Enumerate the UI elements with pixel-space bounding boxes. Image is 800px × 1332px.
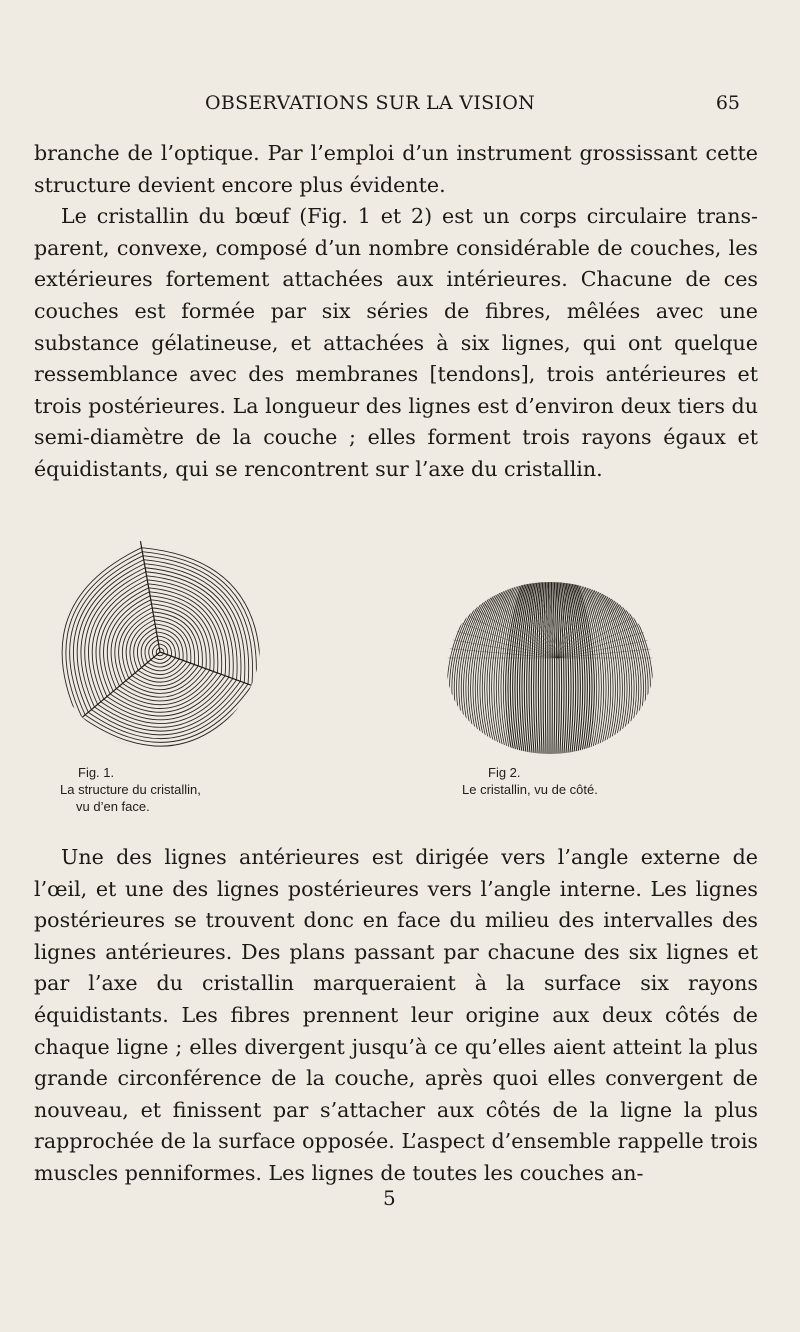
figure-2-lens-side-view (440, 576, 660, 756)
figure-1-caption-line: La structure du cristallin, (60, 782, 201, 797)
lens-front-drawing (46, 534, 266, 754)
figure-2-number: Fig 2. (488, 765, 521, 780)
figure-1-caption-line: vu d’en face. (76, 799, 150, 814)
page-number: 65 (715, 92, 740, 114)
paragraph: branche de l’optique. Par l’emploi d’un instrument grossissant cette structure devient encore plus évidente. (34, 141, 758, 197)
running-title: OBSERVATIONS SUR LA VISION (204, 92, 536, 114)
figure-1-lens-front-view (46, 534, 266, 754)
paragraph: Une des lignes antérieures est dirigée vers l’angle externe de l’œil, et une des lignes postérieures vers l’angle interne. Les lignes postérieures se trouvent donc en face du milieu des intervalles des lignes antérieures. Des plans passant par chacune des six lignes et par l’axe du cristallin marqueraient à la surface six rayons équidistants. Les fibres prennent leur origine aux deux côtés de chaque ligne ; elles divergent jusqu’à ce qu’elles aient atteint la plus grande circonférence de la couche, après quoi elles convergent de nouveau, et finissent par s’attacher aux côtés de la ligne la plus rapprochée de la surface opposée. L’aspect d’ensemble rappelle trois muscles penniformes. Les lignes de toutes les couches an- (34, 845, 758, 1185)
text-block-bottom (34, 842, 758, 1190)
figure-1-number: Fig. 1. (78, 765, 115, 780)
figure-2-caption (462, 764, 722, 798)
lens-side-drawing (440, 576, 660, 756)
figure-1-caption (60, 764, 320, 815)
paragraph: Le cristallin du bœuf (Fig. 1 et 2) est un corps circulaire trans- parent, convexe, composé d’un nombre considérable de couches, les extérieures fortement attachées aux intérieures. Chacune de ces couches est formée par six séries de fibres, mêlées avec une substance gélatineuse, et attachées à six lignes, qui ont quelque ressemblance avec des membranes [tendons], trois antérieures et trois postérieures. La longueur des lignes est d’environ deux tiers du semi-diamètre de la couche ; elles forment trois rayons égaux et équidistants, qui se rencontrent sur l’axe du cristallin. (34, 204, 758, 481)
figure-2-caption-line: Le cristallin, vu de côté. (462, 782, 598, 797)
signature-mark: 5 (383, 1186, 396, 1210)
text-block-top (34, 138, 758, 486)
